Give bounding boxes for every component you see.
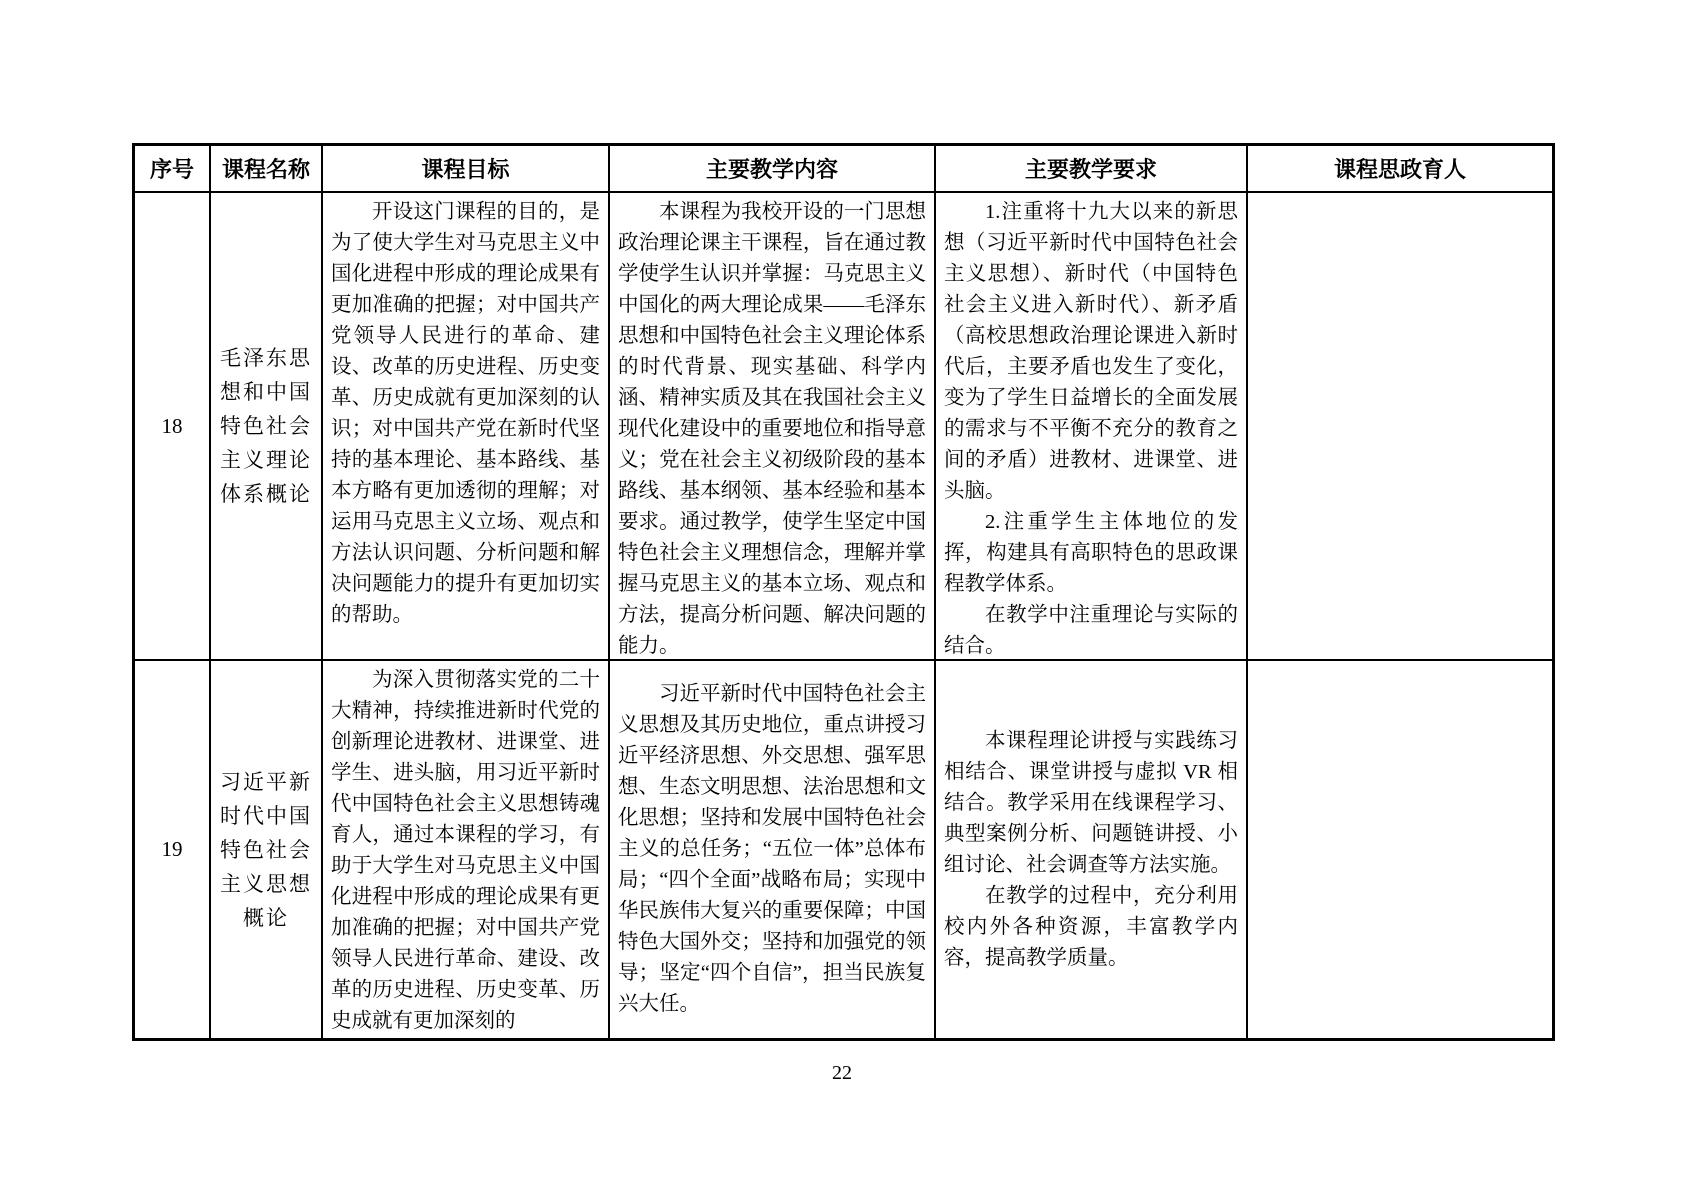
row19-requirements <box>936 661 1248 1038</box>
header-cell-requirements: 主要教学要求 <box>936 146 1248 193</box>
page-number: 22 <box>832 1062 852 1084</box>
row18-ideology <box>1248 193 1552 661</box>
row19-seq: 19 <box>135 661 211 1038</box>
row18-requirements <box>936 193 1248 661</box>
row19-ideology <box>1248 661 1552 1038</box>
paragraph: 为深入贯彻落实党的二十大精神，持续推进新时代党的创新理论进教材、进课堂、进学生、进头脑，用习近平新时代中国特色社会主义思想铸魂育人，通过本课程的学习，有助于大学生对马克思主义中国化进程中形成的理论成果有更加准确的把握；对中国共产党领导人民进行革命、建设、改革的历史进程、历史变革、历史成就有更加深刻的 <box>331 669 600 1032</box>
row19-course-name-text: 习近平新时代中国特色社会主义思想概论 <box>220 769 312 930</box>
row19-content <box>610 661 936 1038</box>
paragraph: 在教学的过程中，充分利用校内外各种资源，丰富教学内容，提高教学质量。 <box>944 884 1238 969</box>
header-cell-content: 主要教学内容 <box>610 146 936 193</box>
row19-objectives <box>323 661 610 1038</box>
paragraph: 本课程理论讲授与实践练习相结合、课堂讲授与虚拟 VR 相结合。教学采用在线课程学习、典型案例分析、问题链讲授、小组讨论、社会调查等方法实施。 <box>944 729 1238 876</box>
paragraph: 1.注重将十九大以来的新思想（习近平新时代中国特色社会主义思想）、新时代（中国特色社会主义进入新时代）、新矛盾（高校思想政治理论课进入新时代后，主要矛盾也发生了变化，变为了学生日益增长的全面发展的需求与不平衡不充分的教育之间的矛盾）进教材、进课堂、进头脑。 <box>944 201 1238 502</box>
header-cell-objectives: 课程目标 <box>323 146 610 193</box>
course-table <box>132 143 1555 1041</box>
row18-course-name <box>211 193 323 661</box>
paragraph: 习近平新时代中国特色社会主义思想及其历史地位，重点讲授习近平经济思想、外交思想、强军思想、生态文明思想、法治思想和文化思想；坚持和发展中国特色社会主义的总任务；“五位一体”总体布局；“四个全面”战略布局；实现中华民族伟大复兴的重要保障；中国特色大国外交；坚持和加强党的领导；坚定“四个自信”，担当民族复兴大任。 <box>618 683 926 1015</box>
header-cell-seq: 序号 <box>135 146 211 193</box>
paragraph: 本课程为我校开设的一门思想政治理论课主干课程，旨在通过教学使学生认识并掌握：马克思主义中国化的两大理论成果——毛泽东思想和中国特色社会主义理论体系的时代背景、现实基础、科学内涵、精神实质及其在我国社会主义现代化建设中的重要地位和指导意义；党在社会主义初级阶段的基本路线、基本纲领、基本经验和基本要求。通过教学，使学生坚定中国特色社会主义理想信念，理解并掌握马克思主义的基本立场、观点和方法，提高分析问题、解决问题的能力。 <box>618 201 926 657</box>
paragraph: 在教学中注重理论与实际的结合。 <box>944 604 1238 657</box>
paragraph: 2.注重学生主体地位的发挥，构建具有高职特色的思政课程教学体系。 <box>944 511 1238 595</box>
row18-seq: 18 <box>135 193 211 661</box>
row18-course-name-text: 毛泽东思想和中国特色社会主义理论体系概论 <box>220 346 312 506</box>
header-cell-course-name: 课程名称 <box>211 146 323 193</box>
row18-objectives <box>323 193 610 661</box>
header-cell-ideology: 课程思政育人 <box>1248 146 1552 193</box>
row19-course-name <box>211 661 323 1038</box>
row18-content <box>610 193 936 661</box>
paragraph: 开设这门课程的目的，是为了使大学生对马克思主义中国化进程中形成的理论成果有更加准确的把握；对中国共产党领导人民进行的革命、建设、改革的历史进程、历史变革、历史成就有更加深刻的认识；对中国共产党在新时代坚持的基本理论、基本路线、基本方略有更加透彻的理解；对运用马克思主义立场、观点和方法认识问题、分析问题和解决问题能力的提升有更加切实的帮助。 <box>331 201 600 626</box>
